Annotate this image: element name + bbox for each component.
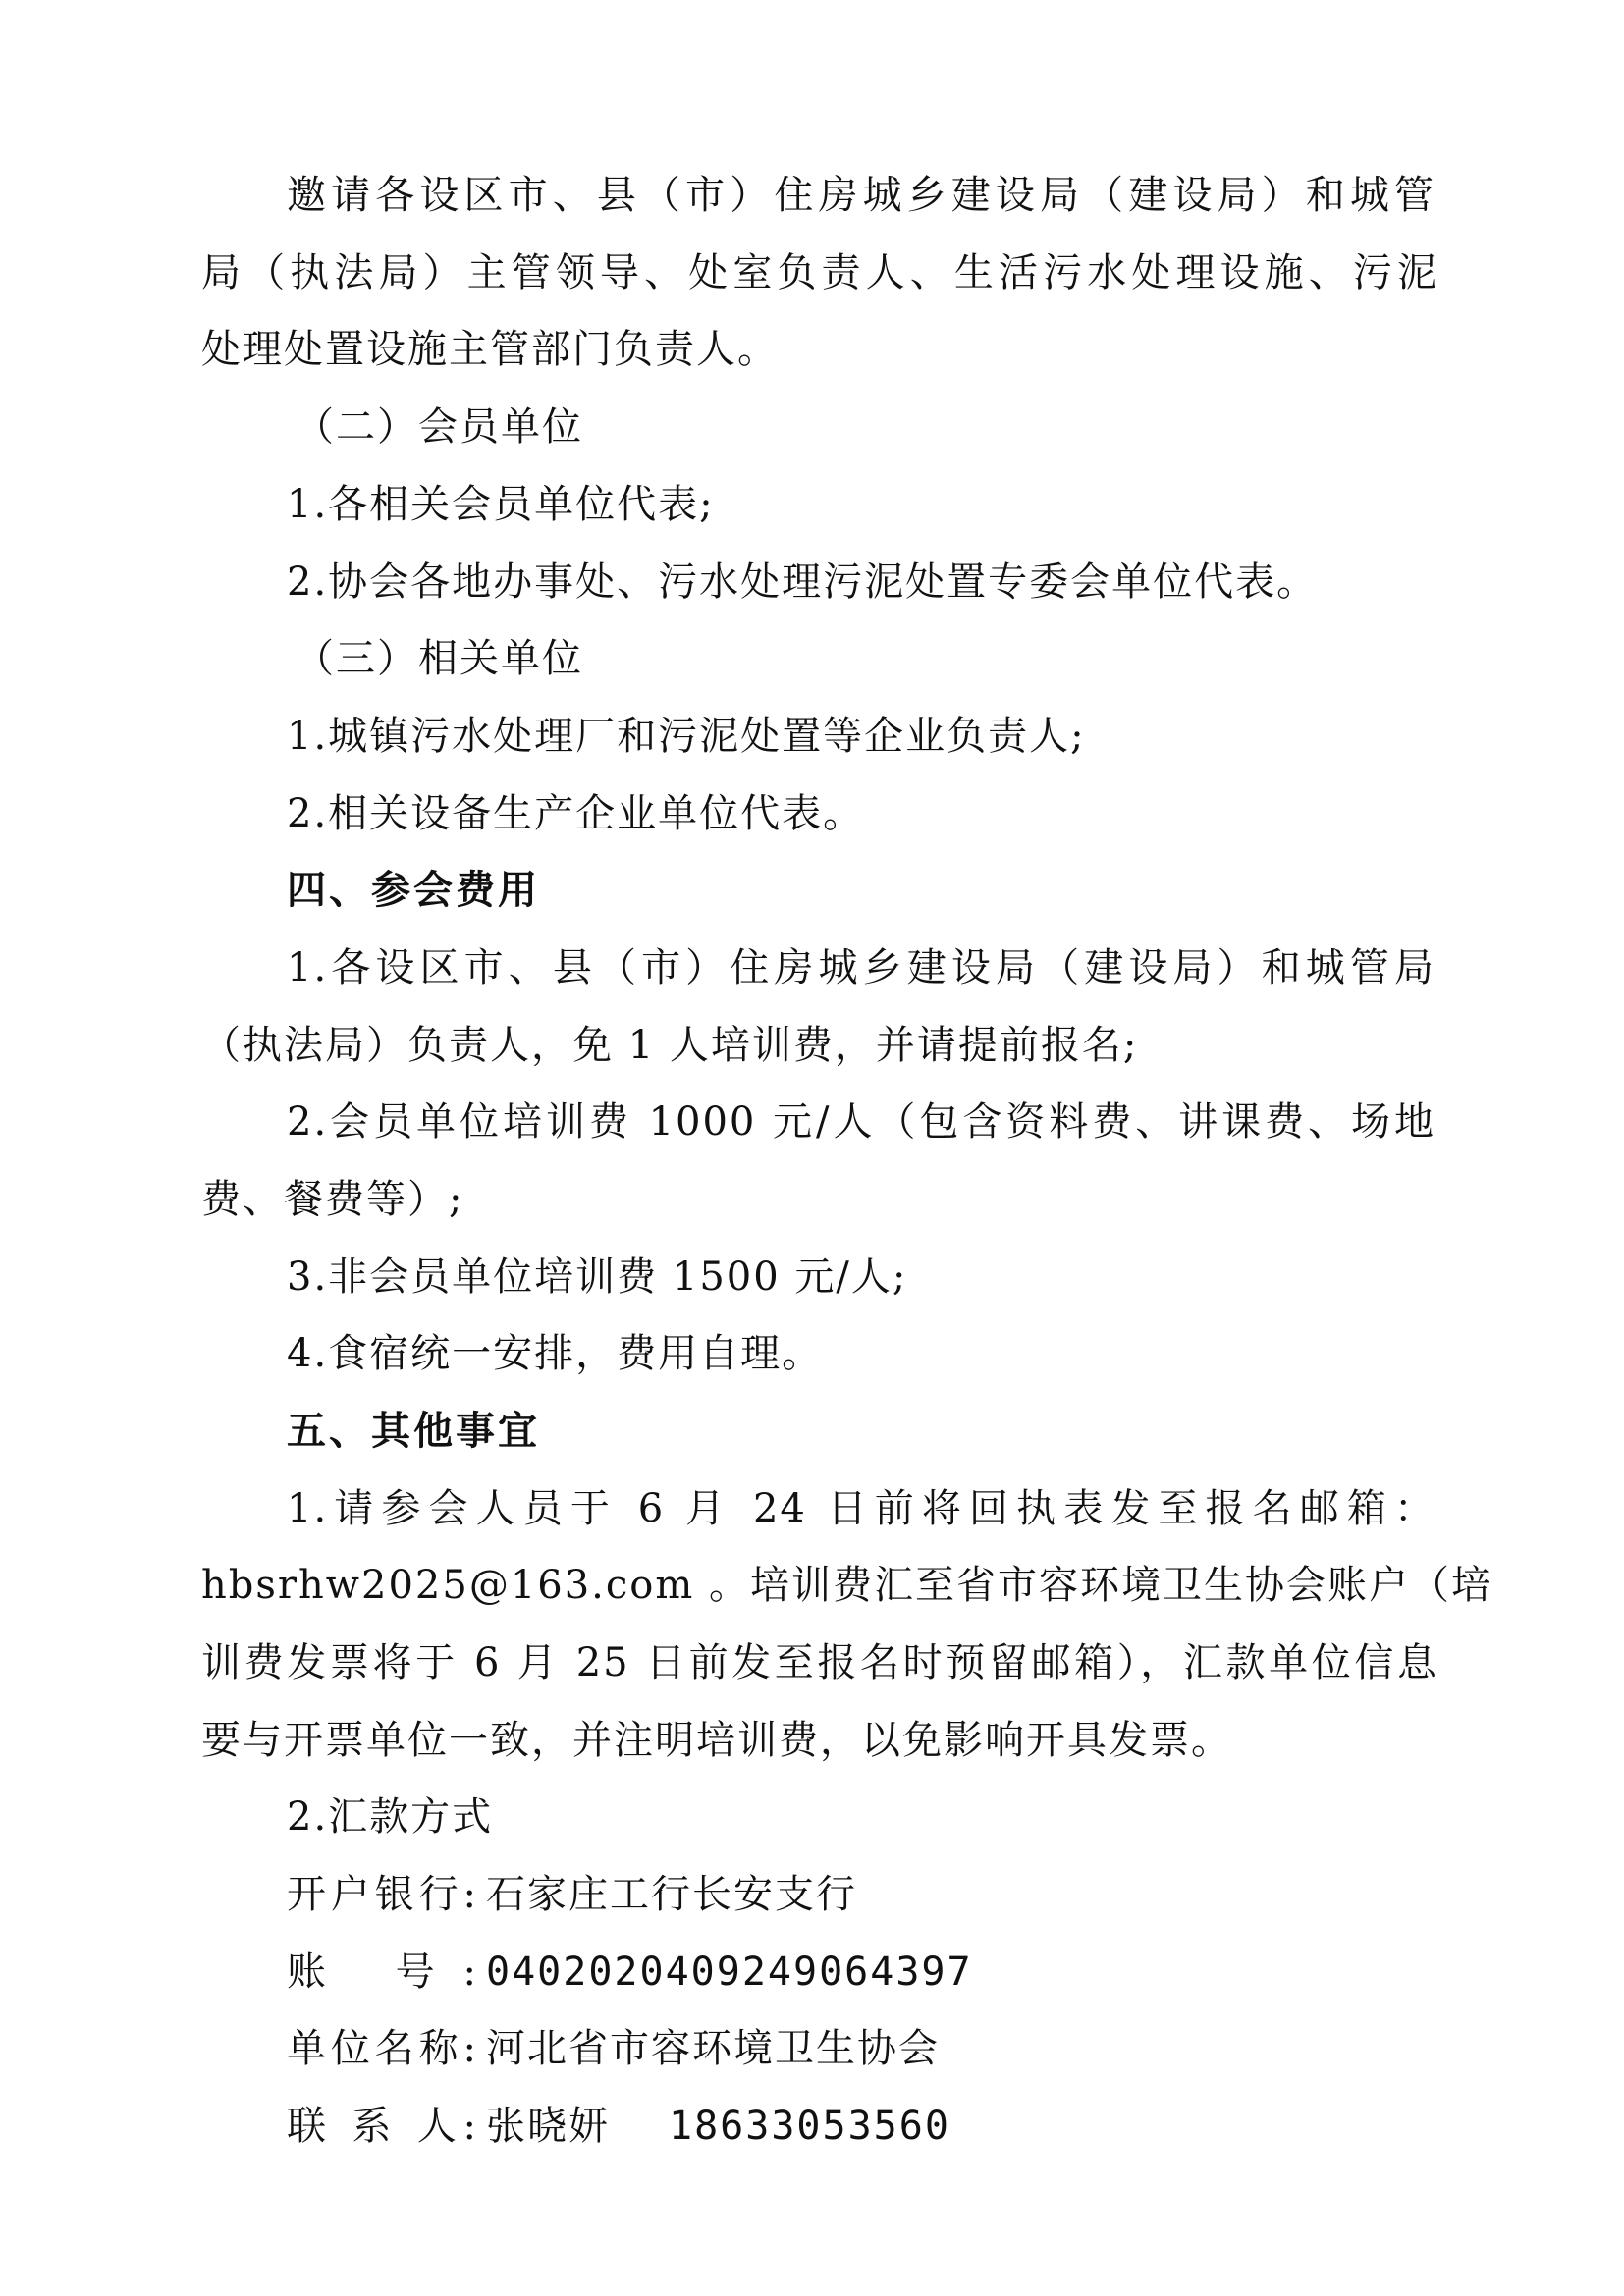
contact-row xyxy=(287,2100,1435,2153)
fees-line-5: 3.非会员单位培训费 1500 元/人; xyxy=(287,1255,908,1300)
contact-name: 张晓妍 xyxy=(486,2104,610,2149)
fees-heading: 四、参会费用 xyxy=(287,868,540,913)
account-label: 账 号: xyxy=(287,1949,478,1995)
bank-label: 开户银行: xyxy=(287,1872,478,1917)
other-item1-line-2: hbsrhw2025@163.com 。培训费汇至省市容环境卫生协会账户（培 xyxy=(201,1563,1493,1608)
related-item-2: 2.相关设备生产企业单位代表。 xyxy=(287,791,865,836)
fees-line-2: （执法局）负责人，免 1 人培训费，并请提前报名; xyxy=(201,1023,1139,1068)
contact-label: 联 系 人: xyxy=(287,2104,478,2149)
account-value: 0402020409249064397 xyxy=(486,1949,973,1995)
gov-attendees-line-1: 邀请各设区市、县（市）住房城乡建设局（建设局）和城管 xyxy=(287,173,1435,218)
bank-value: 石家庄工行长安支行 xyxy=(486,1872,857,1917)
remittance-title: 2.汇款方式 xyxy=(287,1794,494,1840)
account-row xyxy=(287,1946,1435,1999)
contact-phone: 18633053560 xyxy=(669,2104,950,2149)
other-heading: 五、其他事宜 xyxy=(287,1409,540,1454)
other-item1-line-4: 要与开票单位一致，并注明培训费，以免影响开具发票。 xyxy=(201,1718,1232,1763)
other-item1-line-3: 训费发票将于 6 月 25 日前发至报名时预留邮箱），汇款单位信息 xyxy=(201,1640,1438,1685)
related-item-1: 1.城镇污水处理厂和污泥处置等企业负责人; xyxy=(287,714,1086,759)
fees-line-1: 1.各设区市、县（市）住房城乡建设局（建设局）和城管局 xyxy=(287,945,1435,990)
gov-attendees-line-2: 局（执法局）主管领导、处室负责人、生活污水处理设施、污泥 xyxy=(201,250,1438,295)
other-item1-line-1: 1.请参会人员于 6 月 24 日前将回执表发至报名邮箱： xyxy=(287,1486,1435,1531)
members-heading: （二）会员单位 xyxy=(295,404,583,450)
members-item-1: 1.各相关会员单位代表; xyxy=(287,482,715,527)
gov-attendees-line-3: 处理处置设施主管部门负责人。 xyxy=(201,327,779,372)
fees-line-3: 2.会员单位培训费 1000 元/人（包含资料费、讲课费、场地 xyxy=(287,1099,1435,1145)
fees-line-6: 4.食宿统一安排，费用自理。 xyxy=(287,1331,824,1376)
members-item-2: 2.协会各地办事处、污水处理污泥处置专委会单位代表。 xyxy=(287,560,1319,605)
fees-line-4: 费、餐费等）; xyxy=(201,1177,464,1222)
unit-row xyxy=(287,2022,1435,2075)
unit-label: 单位名称: xyxy=(287,2026,478,2071)
unit-value: 河北省市容环境卫生协会 xyxy=(486,2026,940,2071)
bank-row xyxy=(287,1868,1435,1921)
related-heading: （三）相关单位 xyxy=(295,636,583,681)
